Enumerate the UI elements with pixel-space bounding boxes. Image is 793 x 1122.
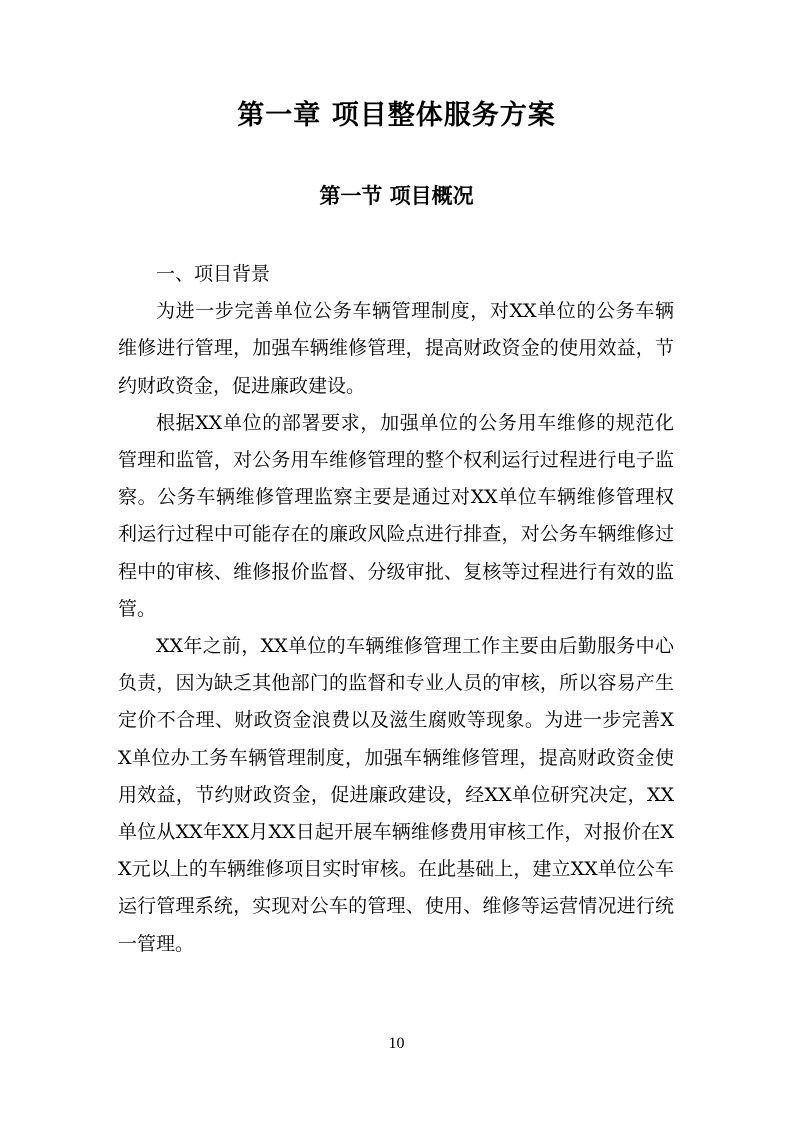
section-title: 第一节 项目概况: [319, 184, 474, 208]
paragraph-3: XX年之前，XX单位的车辆维修管理工作主要由后勤服务中心负责，因为缺乏其他部门的监督和专业人员的审核，所以容易产生定价不合理、财政资金浪费以及滋生腐败等现象。为进一步完善XX单位办工务车辆管理制度，加强车辆维修管理，提高财政资金使用效益，节约财政资金，促进廉政建设，经XX单位研究决定，XX单位从XX年XX月XX日起开展车辆维修费用审核工作，对报价在XX元以上的车辆维修项目实时审核。在此基础上，建立XX单位公车运行管理系统，实现对公车的管理、使用、维修等运营情况进行统一管理。: [118, 635, 674, 955]
paragraph-2: 根据XX单位的部署要求，加强单位的公务用车维修的规范化管理和监管，对公务用车维修管理的整个权利运行过程进行电子监察。公务车辆维修管理监察主要是通过对XX单位车辆维修管理权利运行过程中可能存在的廉政风险点进行排查，对公务车辆维修过程中的审核、维修报价监督、分级审批、复核等过程进行有效的监管。: [118, 411, 674, 620]
paragraph-1: 为进一步完善单位公务车辆管理制度，对XX单位的公务车辆维修进行管理，加强车辆维修管理，提高财政资金的使用效益，节约财政资金，促进廉政建设。: [118, 300, 674, 397]
page-number: 10: [388, 1035, 405, 1052]
subsection-heading: 一、项目背景: [156, 263, 271, 285]
chapter-title: 第一章 项目整体服务方案: [237, 100, 556, 131]
body-text: [118, 256, 674, 963]
